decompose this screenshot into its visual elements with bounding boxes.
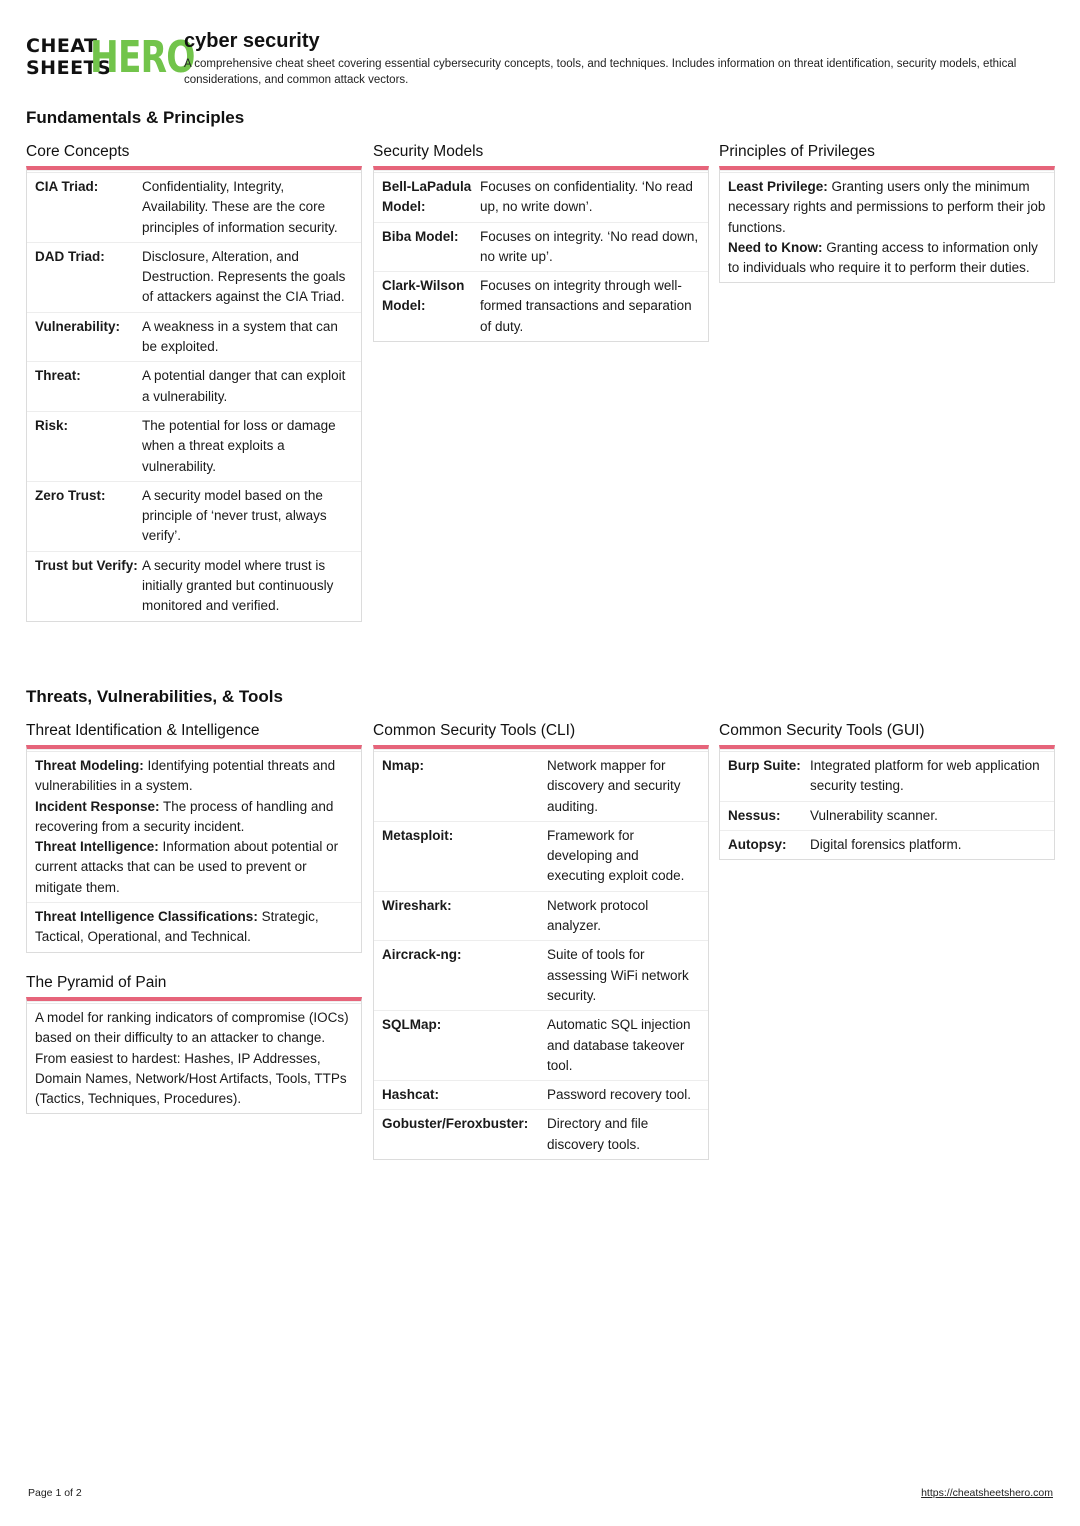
pyramid-text: A model for ranking indicators of compromise (IOCs) based on their difficulty to an attacker to change. From easiest to hardest: Hashes, IP Addresses, Domain Names, Network/Host Artifacts, Tools, TTPs (Tactics, Techniques, Procedures). bbox=[35, 1010, 349, 1107]
card-body bbox=[26, 166, 362, 622]
term: DAD Triad: bbox=[35, 248, 105, 264]
table-row bbox=[27, 362, 361, 412]
table-row bbox=[720, 831, 1054, 859]
definition: A weakness in a system that can be exploited. bbox=[142, 318, 338, 355]
card-body bbox=[373, 166, 709, 342]
term: Vulnerability: bbox=[35, 318, 121, 334]
term: Trust but Verify: bbox=[35, 557, 138, 573]
term: Hashcat: bbox=[382, 1087, 440, 1103]
table-row bbox=[27, 412, 361, 482]
definition: Network protocol analyzer. bbox=[547, 897, 649, 934]
site-link[interactable]: https://cheatsheetshero.com bbox=[921, 1487, 1053, 1499]
page-header bbox=[26, 30, 1056, 90]
privileges-text bbox=[720, 173, 1054, 282]
term: Wireshark: bbox=[382, 897, 452, 913]
list-item bbox=[35, 837, 353, 898]
term: Metasploit: bbox=[382, 827, 454, 843]
table-row bbox=[720, 752, 1054, 802]
definition: Automatic SQL injection and database takeover tool. bbox=[547, 1017, 691, 1073]
card-pyramid-of-pain bbox=[26, 973, 362, 1114]
card-content bbox=[720, 172, 1054, 282]
card-title: Principles of Privileges bbox=[719, 143, 875, 160]
card-title: Common Security Tools (GUI) bbox=[719, 722, 925, 739]
definition: A potential danger that can exploit a vulnerability. bbox=[142, 368, 346, 404]
logo-text-cheat: CHEAT bbox=[26, 35, 98, 57]
term: Risk: bbox=[35, 417, 69, 433]
item-value: Identifying potential threats and vulnerabilities in a system. bbox=[35, 758, 336, 794]
term: Biba Model: bbox=[382, 228, 459, 244]
cheatsheetshero-logo[interactable] bbox=[26, 32, 195, 83]
table-row bbox=[27, 243, 361, 313]
definition-table bbox=[374, 172, 708, 341]
classification-key: Threat Intelligence Classifications: bbox=[35, 909, 258, 925]
definition: The potential for loss or damage when a threat exploits a vulnerability. bbox=[142, 417, 336, 474]
table-row bbox=[374, 272, 708, 341]
definition-table bbox=[720, 751, 1054, 859]
term: Burp Suite: bbox=[728, 758, 801, 773]
table-row bbox=[374, 1081, 708, 1110]
list-item bbox=[728, 177, 1046, 238]
card-security-models bbox=[373, 142, 709, 342]
card-core-concepts bbox=[26, 142, 362, 622]
table-row bbox=[374, 941, 708, 1011]
table-row bbox=[27, 552, 361, 621]
table-row bbox=[374, 752, 708, 822]
card-threat-identification bbox=[26, 721, 362, 953]
term: Bell-LaPadula Model: bbox=[382, 179, 472, 215]
table-row bbox=[374, 892, 708, 942]
term: Nessus: bbox=[728, 807, 781, 823]
term: Threat: bbox=[35, 368, 81, 384]
card-content bbox=[27, 1003, 361, 1113]
table-row bbox=[374, 223, 708, 273]
section-title-threats: Threats, Vulnerabilities, & Tools bbox=[26, 687, 283, 706]
term: Clark-Wilson Model: bbox=[382, 278, 465, 314]
section-title-fundamentals: Fundamentals & Principles bbox=[26, 108, 245, 127]
definition: Suite of tools for assessing WiFi network security. bbox=[547, 947, 689, 1003]
table-row bbox=[27, 313, 361, 363]
item-key: Least Privilege: bbox=[728, 179, 828, 194]
card-title: Security Models bbox=[373, 143, 484, 160]
term: Aircrack-ng: bbox=[382, 947, 462, 963]
item-value: The process of handling and recovering from a security incident. bbox=[35, 798, 334, 834]
list-item bbox=[35, 797, 353, 838]
table-row bbox=[374, 822, 708, 892]
item-key: Incident Response: bbox=[35, 798, 160, 814]
term: Zero Trust: bbox=[35, 487, 106, 503]
logo-text-sheets: SHEETS bbox=[26, 57, 112, 79]
card-body bbox=[26, 997, 362, 1114]
card-cli-tools bbox=[373, 721, 709, 1160]
term: Nmap: bbox=[382, 758, 425, 773]
term: Gobuster/Feroxbuster: bbox=[382, 1116, 529, 1132]
item-key: Need to Know: bbox=[728, 239, 823, 255]
table-row bbox=[27, 173, 361, 243]
table-row bbox=[374, 173, 708, 223]
card-title: Core Concepts bbox=[26, 143, 130, 160]
definition: Vulnerability scanner. bbox=[810, 807, 938, 823]
table-row bbox=[27, 482, 361, 552]
page-title: cyber security bbox=[184, 30, 320, 52]
table-row bbox=[720, 802, 1054, 831]
threat-text bbox=[27, 752, 361, 902]
page-description: A comprehensive cheat sheet covering essential cybersecurity concepts, tools, and techniques. Includes information on threat identification, security models, ethical considerations, and common attack vectors. bbox=[184, 58, 1017, 86]
logo-text-hero: HERO bbox=[90, 32, 195, 83]
definition: Network mapper for discovery and security auditing. bbox=[547, 758, 681, 814]
item-value: Information about potential or current attacks that can be used to prevent or mitigate them. bbox=[35, 839, 339, 895]
item-value: Granting access to information only to individuals who require it to perform their duties. bbox=[728, 239, 1038, 276]
card-title: Common Security Tools (CLI) bbox=[373, 722, 576, 739]
card-body bbox=[26, 745, 362, 953]
page-number: Page 1 of 2 bbox=[28, 1487, 82, 1499]
list-item bbox=[35, 756, 353, 797]
card-privileges bbox=[719, 142, 1055, 283]
definition: Password recovery tool. bbox=[547, 1087, 692, 1103]
term: SQLMap: bbox=[382, 1017, 442, 1033]
definition-table bbox=[374, 751, 708, 1159]
list-item bbox=[728, 238, 1046, 279]
definition: Confidentiality, Integrity, Availability. These are the core principles of information security. bbox=[142, 179, 338, 235]
card-body bbox=[719, 745, 1055, 860]
definition: Focuses on integrity through well-formed transactions and separation of duty. bbox=[480, 278, 692, 334]
term: CIA Triad: bbox=[35, 179, 99, 194]
card-body bbox=[719, 166, 1055, 283]
definition: Digital forensics platform. bbox=[810, 836, 962, 852]
definition: Integrated platform for web application security testing. bbox=[810, 758, 1040, 794]
definition: A security model based on the principle of ‘never trust, always verify’. bbox=[142, 487, 327, 544]
classification-value: Strategic, Tactical, Operational, and Technical. bbox=[35, 909, 319, 945]
definition: Disclosure, Alteration, and Destruction. Represents the goals of attackers against the CIA Triad. bbox=[142, 248, 346, 305]
card-body bbox=[373, 745, 709, 1160]
definition: Focuses on confidentiality. ‘No read up, no write down’. bbox=[480, 179, 693, 215]
card-title: Threat Identification & Intelligence bbox=[26, 722, 260, 739]
definition-table bbox=[27, 172, 361, 621]
term: Autopsy: bbox=[728, 836, 787, 852]
item-key: Threat Intelligence: bbox=[35, 839, 159, 855]
card-title: The Pyramid of Pain bbox=[26, 974, 167, 991]
table-row bbox=[374, 1110, 708, 1159]
card-gui-tools bbox=[719, 721, 1055, 860]
table-row bbox=[374, 1011, 708, 1081]
definition: Directory and file discovery tools. bbox=[547, 1116, 649, 1152]
definition: Framework for developing and executing exploit code. bbox=[547, 827, 685, 884]
definition: A security model where trust is initially granted but continuously monitored and verified. bbox=[142, 557, 334, 614]
item-key: Threat Modeling: bbox=[35, 758, 144, 773]
item-value: Granting users only the minimum necessary rights and permissions to perform their job functions. bbox=[728, 179, 1046, 235]
threat-classifications bbox=[27, 903, 361, 952]
card-content bbox=[27, 751, 361, 952]
definition: Focuses on integrity. ‘No read down, no write up’. bbox=[480, 228, 699, 264]
